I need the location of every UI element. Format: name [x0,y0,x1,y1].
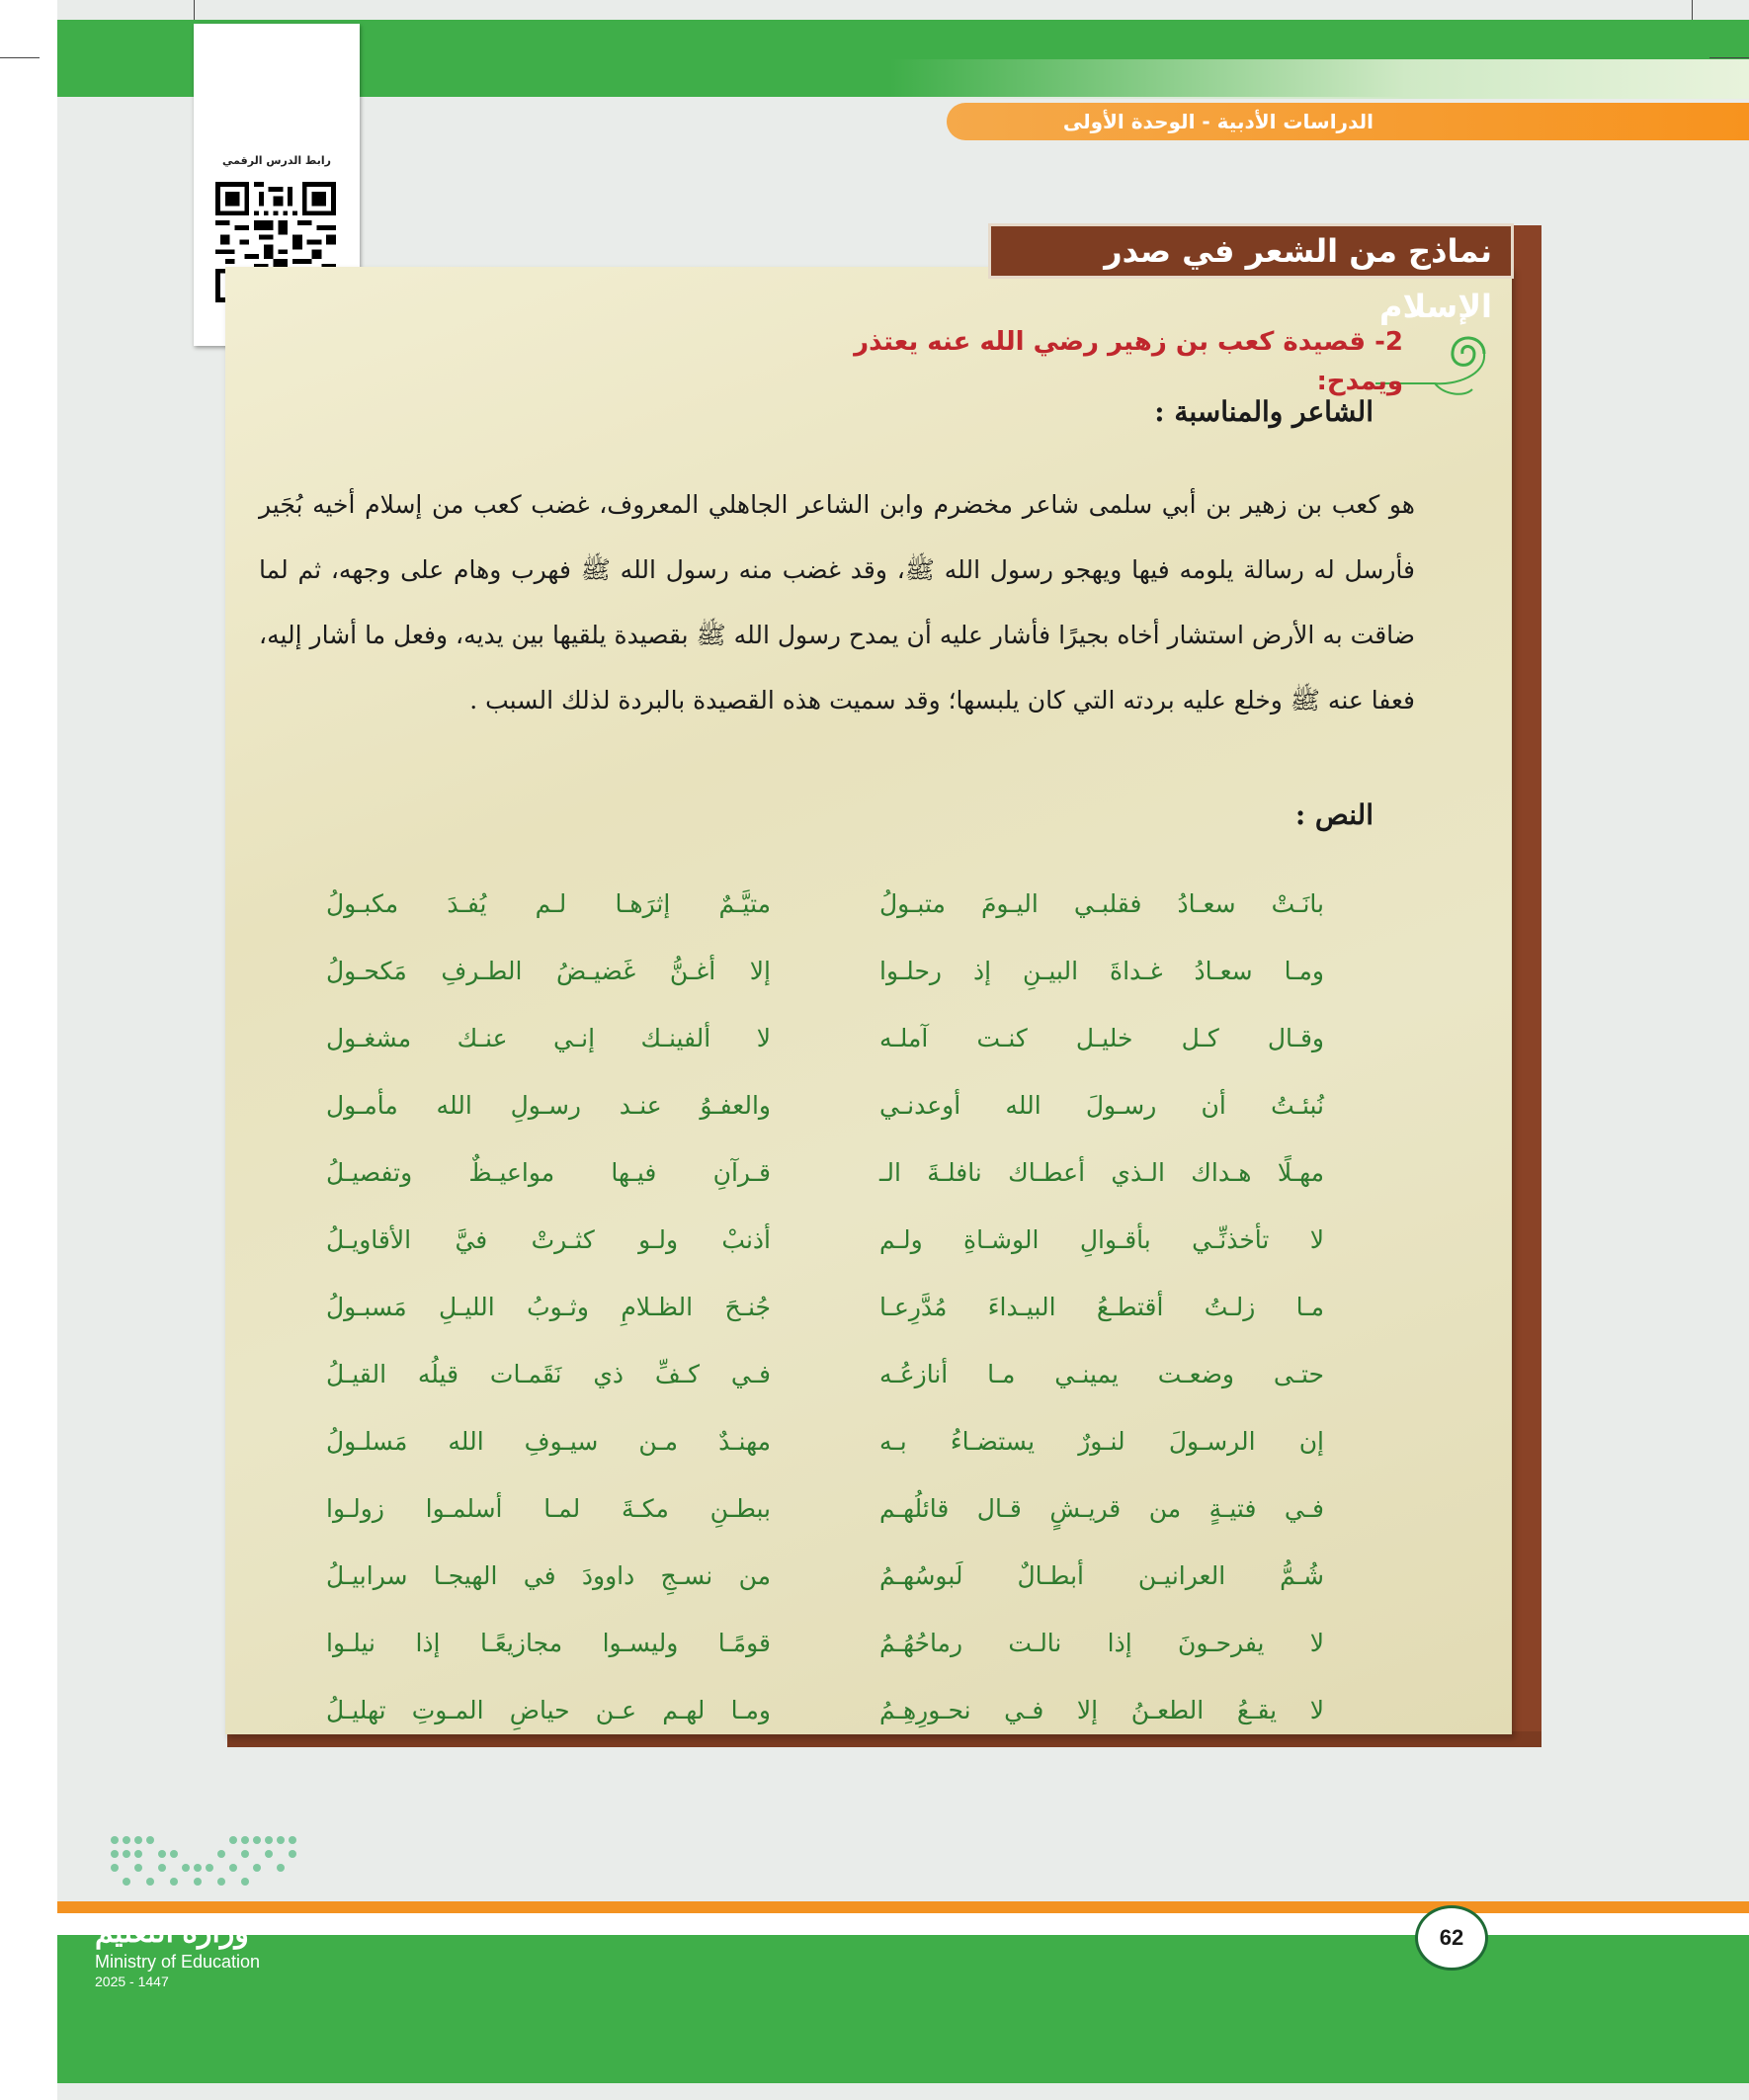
verse-sadr: لا تأخذنِّـي بأقـوالِ الوشـاةِ ولـم [879,1224,1324,1254]
text-label: النص : [1294,798,1374,831]
poem-subheading: 2- قصيدة كعب بن زهير رضي الله عنه يعتذر ويمدح: [854,327,1403,396]
verse-ajuz: قـرآنِ فيـها مواعيـظٌ وتفصيـلُ [326,1157,771,1187]
verse-sadr: بانَـتْ سعـادُ فقلبـي اليـومَ متبـولُ [879,888,1324,918]
poem-verse [326,1004,1324,1071]
poem [326,870,1324,1743]
verse-sadr: مـا زلـتُ أقتطـعُ البيـداءَ مُدَّرِعـا [879,1292,1324,1321]
verse-sadr: شُـمُّ العرانيـن أبطـالٌ لَبوسُهـمُ [879,1560,1324,1590]
crop-mark [194,0,195,20]
intro-paragraph: هو كعب بن زهير بن أبي سلمى شاعر مخضرم وابن الشاعر الجاهلي المعروف، غضب كعب من إسلام أخيه بُجَير فأرسل له رسالة يلومه فيها ويهجو رسول الله ﷺ، وقد غضب منه رسول الله ﷺ فهرب وهام على وجهه، ثم لما ضاقت به الأرض استشار أخاه بجيرًا فأشار عليه أن يمدح رسول الله ﷺ بقصيدة يلقيها بين يديه، وفعل ما أشار إليه، فعفا عنه ﷺ وخلع عليه بردته التي كان يلبسها؛ وقد سميت هذه القصيدة بالبردة لذلك السبب . [259,490,1415,714]
poem-verse [326,1609,1324,1676]
verse-ajuz: لا ألفينـك إنـي عنـك مشغـول [326,1023,771,1052]
lesson-title: نماذج من الشعر في صدر الإسلام [1104,232,1492,325]
ministry-year: 2025 - 1447 [95,1974,169,1989]
page-number: 62 [1415,1905,1488,1971]
verse-sadr: وقـال كـل خليـل كنـت آملـه [879,1023,1324,1052]
crop-mark [1692,0,1693,20]
ministry-wordmark [95,1915,312,1990]
crop-mark [0,57,40,58]
verse-ajuz: متيَّـمٌ إثرَهـا لـم يُفـدَ مكبـولُ [326,888,771,918]
verse-ajuz: أذنبْ ولـو كثـرتْ فيَّ الأقاويـلُ [326,1224,771,1254]
qr-caption: رابط الدرس الرقمي [222,154,331,167]
ministry-name-en: Ministry of Education [95,1952,261,1972]
poem-verse [326,1138,1324,1206]
poem-verse [326,1340,1324,1407]
poem-verse [326,1273,1324,1340]
verse-ajuz: ومـا لهـم عـن حياضِ المـوتِ تهليـلُ [326,1695,771,1724]
verse-ajuz: فـي كـفِّ ذي نَقَمـات قيلُه القيـلُ [326,1359,771,1388]
poem-verse [326,870,1324,937]
poem-verse [326,937,1324,1004]
verse-ajuz: مهنـدٌ مـن سيـوفِ الله مَسلـولُ [326,1426,771,1456]
verse-ajuz: من نسـجِ داوودَ في الهيجـا سرابيـلُ [326,1560,771,1590]
verse-sadr: إن الرسـولَ لنـورٌ يستضـاءُ بـه [879,1426,1324,1456]
verse-sadr: لا يفرحـونَ إذا نالـت رماحُهُـمُ [879,1628,1324,1657]
verse-ajuz: إلا أغـنُّ غَضيـضُ الطـرفِ مَكحـولُ [326,956,771,985]
poem-verse [326,1542,1324,1609]
verse-sadr: حتـى وضعـت يمينـي مـا أنازعُـه [879,1359,1324,1388]
verse-ajuz: قومًـا وليسـوا مجازيعًـا إذا نيلـوا [326,1628,771,1657]
poem-verse [326,1206,1324,1273]
poem-verse [326,1474,1324,1542]
verse-ajuz: والعفـوُ عنـد رسـولِ الله مأمـول [326,1090,771,1120]
unit-title: الدراسات الأدبية - الوحدة الأولى [1062,110,1374,133]
poet-occasion-label: الشاعر والمناسبة : [1154,395,1374,428]
poem-verse [326,1071,1324,1138]
verse-ajuz: ببطـنِ مكـةَ لمـا أسلمـوا زولـوا [326,1493,771,1523]
verse-sadr: ومـا سعـادُ غـداةَ البيـنِ إذ رحلـوا [879,956,1324,985]
poem-verse [326,1676,1324,1743]
poem-verse [326,1407,1324,1474]
verse-sadr: فـي فتيـةٍ من قريـشٍ قـال قائلُهـم [879,1493,1324,1523]
ministry-name-ar: وزارة التعليم [95,1916,249,1949]
verse-sadr: نُبئـتُ أن رسـولَ الله أوعدنـي [879,1090,1324,1120]
verse-sadr: لا يقـعُ الطعـنُ إلا فـي نحـورِهِـمُ [879,1695,1324,1724]
verse-sadr: مهـلًا هـداك الـذي أعطـاك نافلـةَ الـ [879,1157,1324,1187]
verse-ajuz: جُنـحَ الظـلامِ وثـوبُ الليـلِ مَسبـولُ [326,1292,771,1321]
top-band-highlight [889,59,1749,99]
crop-mark [1709,57,1749,58]
scroll-right-edge [1512,267,1541,1744]
